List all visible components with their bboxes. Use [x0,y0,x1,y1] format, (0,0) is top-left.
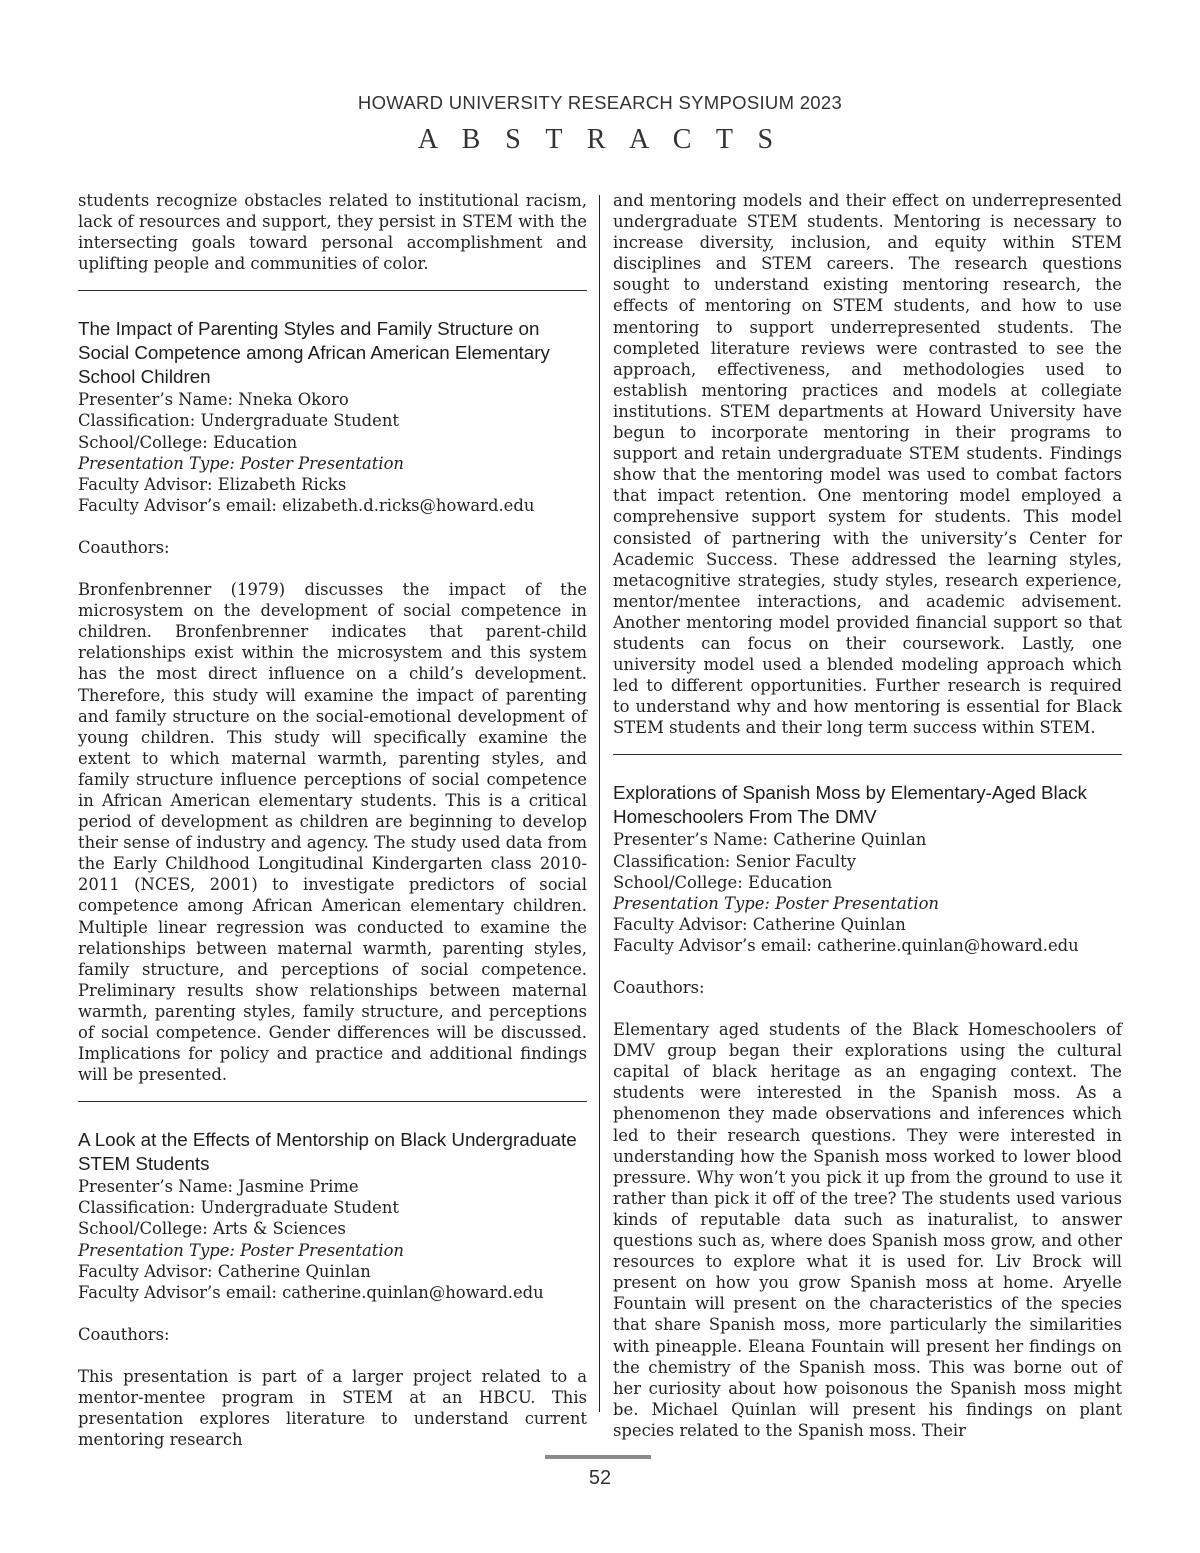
continued-text: students recognize obstacles related to institutional racism, lack of resources and support, they persist in STEM with the intersecting goals toward personal accomplishment and uplifting people and communities of color. [78,191,587,274]
classification: Classification: Undergraduate Student [78,411,400,431]
faculty-advisor-email: Faculty Advisor’s email: elizabeth.d.ricks@howard.edu [78,495,535,515]
school-college: School/College: Education [613,872,833,892]
faculty-advisor-email: Faculty Advisor’s email: catherine.quinlan@howard.edu [78,1282,544,1302]
page-header-title: HOWARD UNIVERSITY RESEARCH SYMPOSIUM 2023 [357,92,843,113]
faculty-advisor: Faculty Advisor: Catherine Quinlan [613,914,906,934]
abstract-title: The Impact of Parenting Styles and Family Structure on Social Competence among African American Elementary School Children [78,318,550,388]
presenter-name: Presenter’s Name: Nneka Okoro [78,390,349,410]
coauthors-label: Coauthors: [78,1324,170,1344]
presentation-type: Presentation Type: Poster Presentation [78,453,404,473]
coauthors-label: Coauthors: [78,537,170,557]
abstract-body: This presentation is part of a larger project related to a mentor-mentee program in STEM at an HBCU. This presentation explores literature to understand current mentoring research [78,1366,587,1450]
abstract-entry [78,1128,587,1450]
abstract-body: Elementary aged students of the Black Homeschoolers of DMV group began their explorations using the cultural capital of black heritage as an engaging context. The students were interested in the Spanish moss. As a phenomenon they made observations and inferences which led to their research questions. They were interested in understanding how the Spanish moss worked to lower blood pressure. Why won’t you pick it up from the ground to use it rather than pick it off of the tree? The students used various kinds of reputable data such as inaturalist, to answer questions such as, where does Spanish moss grow, and other resources to explore what it is used for. Liv Brock will present on how you grow Spanish moss at home. Aryelle Fountain will present on the characteristics of the species that share Spanish moss, more particularly the similarities with pineapple. Eleana Fountain will present her findings on the chemistry of the Spanish moss. This was borne out of her curiosity about how poisonous the Spanish moss might be. Michael Quinlan will present his findings on plant species related to the Spanish moss. Their [613,1020,1122,1440]
presenter-name: Presenter’s Name: Catherine Quinlan [613,830,927,850]
footer-bar [545,1455,651,1459]
right-column [613,190,1122,1441]
faculty-advisor: Faculty Advisor: Elizabeth Ricks [78,474,347,494]
abstract-entry [613,781,1122,1441]
abstract-title: Explorations of Spanish Moss by Elementary-Aged Black Homeschoolers From The DMV [613,782,1087,828]
coauthors-label: Coauthors: [613,978,705,997]
faculty-advisor: Faculty Advisor: Catherine Quinlan [78,1261,371,1281]
classification: Classification: Undergraduate Student [78,1198,400,1218]
classification: Classification: Senior Faculty [613,851,856,871]
page-number: 52 [588,1467,612,1489]
column-divider [599,195,600,1412]
abstract-body: Bronfenbrenner (1979) discusses the impact of the microsystem on the development of social competence in children. Bronfenbrenner indicates that parent-child relationships exist within the microsystem and this system has the most direct influence on a child’s development. Therefore, this study will examine the impact of parenting and family structure on the social-emotional development of young children. This study will specifically examine the extent to which maternal warmth, parenting styles, and family structure influence perceptions of social competence in African American elementary students. This is a critical period of development as children are beginning to develop their sense of industry and agency. The study used data from the Early Childhood Longitudinal Kindergarten class 2010-2011 (NCES, 2001) to investigate predictors of social competence among African American elementary children. Multiple linear regression was conducted to examine the relationships between maternal warmth, parenting styles, family structure, and perceptions of social competence. Preliminary results show relationships between maternal warmth, parenting styles, family structure, and perceptions of social competence. Gender differences will be discussed. Implications for policy and practice and additional findings will be presented. [78,580,587,1085]
presentation-type: Presentation Type: Poster Presentation [613,893,939,913]
presentation-type: Presentation Type: Poster Presentation [78,1240,404,1260]
presenter-name: Presenter’s Name: Jasmine Prime [78,1177,359,1197]
page-header-subtitle: A B S T R A C T S [417,124,783,155]
left-column [78,190,587,1450]
continued-text: and mentoring models and their effect on underrepresented undergraduate STEM students. Mentoring is necessary to increase diversity, inclusion, and equity within STEM disciplines and STEM careers. The research questions sought to understand existing mentoring research, the effects of mentoring on STEM students, and how to use mentoring to support underrepresented students. The completed literature reviews were contrasted to see the approach, effectiveness, and methodologies used to establish mentoring practices and models at collegiate institutions. STEM departments at Howard University have begun to incorporate mentoring in their programs to support and retain undergraduate STEM students. Findings show that the mentoring model was used to combat factors that impact retention. One mentoring model employed a comprehensive support system for students. This model consisted of partnering with the university’s Center for Academic Success. These addressed the learning styles, metacognitive strategies, study styles, research experience, mentor/mentee interactions, and academic advisement. Another mentoring model provided financial support so that students can focus on their coursework. Lastly, one university model used a blended modeling approach which led to different opportunities. Further research is required to understand why and how mentoring is essential for Black STEM students and their long term success within STEM. [613,191,1122,738]
school-college: School/College: Education [78,432,298,452]
abstract-entry [78,317,587,1085]
faculty-advisor-email: Faculty Advisor’s email: catherine.quinlan@howard.edu [613,935,1079,955]
school-college: School/College: Arts & Sciences [78,1219,346,1239]
abstract-title: A Look at the Effects of Mentorship on Black Undergraduate STEM Students [78,1129,577,1175]
